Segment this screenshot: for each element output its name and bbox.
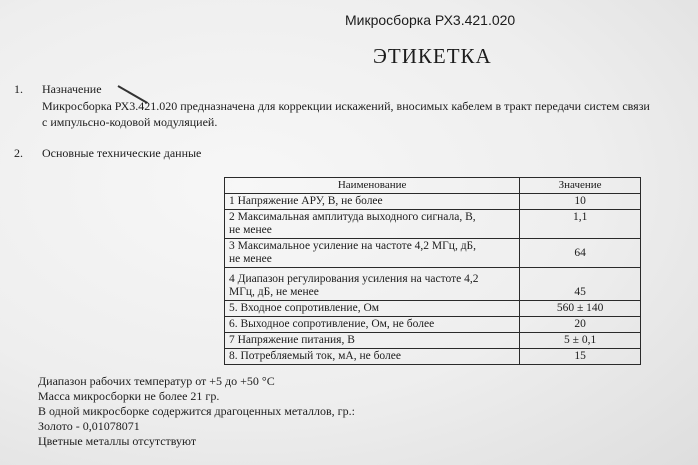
row-value: 5 ± 0,1 xyxy=(520,333,641,349)
specs-table xyxy=(224,177,641,365)
row-value: 15 xyxy=(520,349,641,365)
table-row xyxy=(225,268,641,301)
table-row xyxy=(225,301,641,317)
row-value: 560 ± 140 xyxy=(520,301,641,317)
gold-content: Золото - 0,01078071 xyxy=(38,419,140,433)
row-name: 6. Выходное сопротивление, Ом, не более xyxy=(225,317,520,333)
product-header: Микросборка РХ3.421.020 xyxy=(345,12,516,28)
row-name xyxy=(225,239,520,268)
row-name-line1: 3 Максимальное усиление на частоте 4,2 МГц, дБ, xyxy=(229,240,477,252)
temp-range: Диапазон рабочих температур от +5 до +50 °С xyxy=(38,374,275,388)
table-row xyxy=(225,239,641,268)
row-name: 5. Входное сопротивление, Ом xyxy=(225,301,520,317)
nonferrous-info: Цветные металлы отсутствуют xyxy=(38,434,197,448)
row-value: 64 xyxy=(520,239,641,268)
table-row xyxy=(225,194,641,210)
row-name xyxy=(225,268,520,301)
row-name: 1 Напряжение АРУ, В, не более xyxy=(225,194,520,210)
row-name xyxy=(225,210,520,239)
row-name-line2: не менее xyxy=(229,253,272,265)
table-row xyxy=(225,349,641,365)
row-value: 1,1 xyxy=(520,210,641,239)
row-name: 8. Потребляемый ток, мА, не более xyxy=(225,349,520,365)
section-2-number: 2. xyxy=(14,146,23,160)
row-name-line2: МГц, дБ, не менее xyxy=(229,286,319,298)
section-2-heading: Основные технические данные xyxy=(42,146,202,160)
table-row xyxy=(225,210,641,239)
section-1-number: 1. xyxy=(14,82,23,96)
section-1-text-line1: Микросборка РХ3.421.020 предназначена для коррекции искажений, вносимых кабелем в тракт передачи систем связи xyxy=(42,99,650,113)
header-value: Значение xyxy=(520,178,641,194)
header-name: Наименование xyxy=(225,178,520,194)
document-title: ЭТИКЕТКА xyxy=(373,44,492,68)
table-row xyxy=(225,317,641,333)
mass-info: Масса микросборки не более 21 гр. xyxy=(38,389,220,403)
section-1-heading: Назначение xyxy=(42,82,102,96)
row-value: 20 xyxy=(520,317,641,333)
row-name-line2: не менее xyxy=(229,224,272,236)
precious-metals-info: В одной микросборке содержится драгоценных металлов, гр.: xyxy=(38,404,355,418)
table-header-row xyxy=(225,178,641,194)
row-name: 7 Напряжение питания, В xyxy=(225,333,520,349)
section-1-text-line2: с импульсно-кодовой модуляцией. xyxy=(42,115,218,129)
table-row xyxy=(225,333,641,349)
row-value: 10 xyxy=(520,194,641,210)
row-name-line1: 4 Диапазон регулирования усиления на частоте 4,2 xyxy=(229,273,479,285)
row-value: 45 xyxy=(520,268,641,301)
row-name-line1: 2 Максимальная амплитуда выходного сигнала, В, xyxy=(229,211,476,223)
